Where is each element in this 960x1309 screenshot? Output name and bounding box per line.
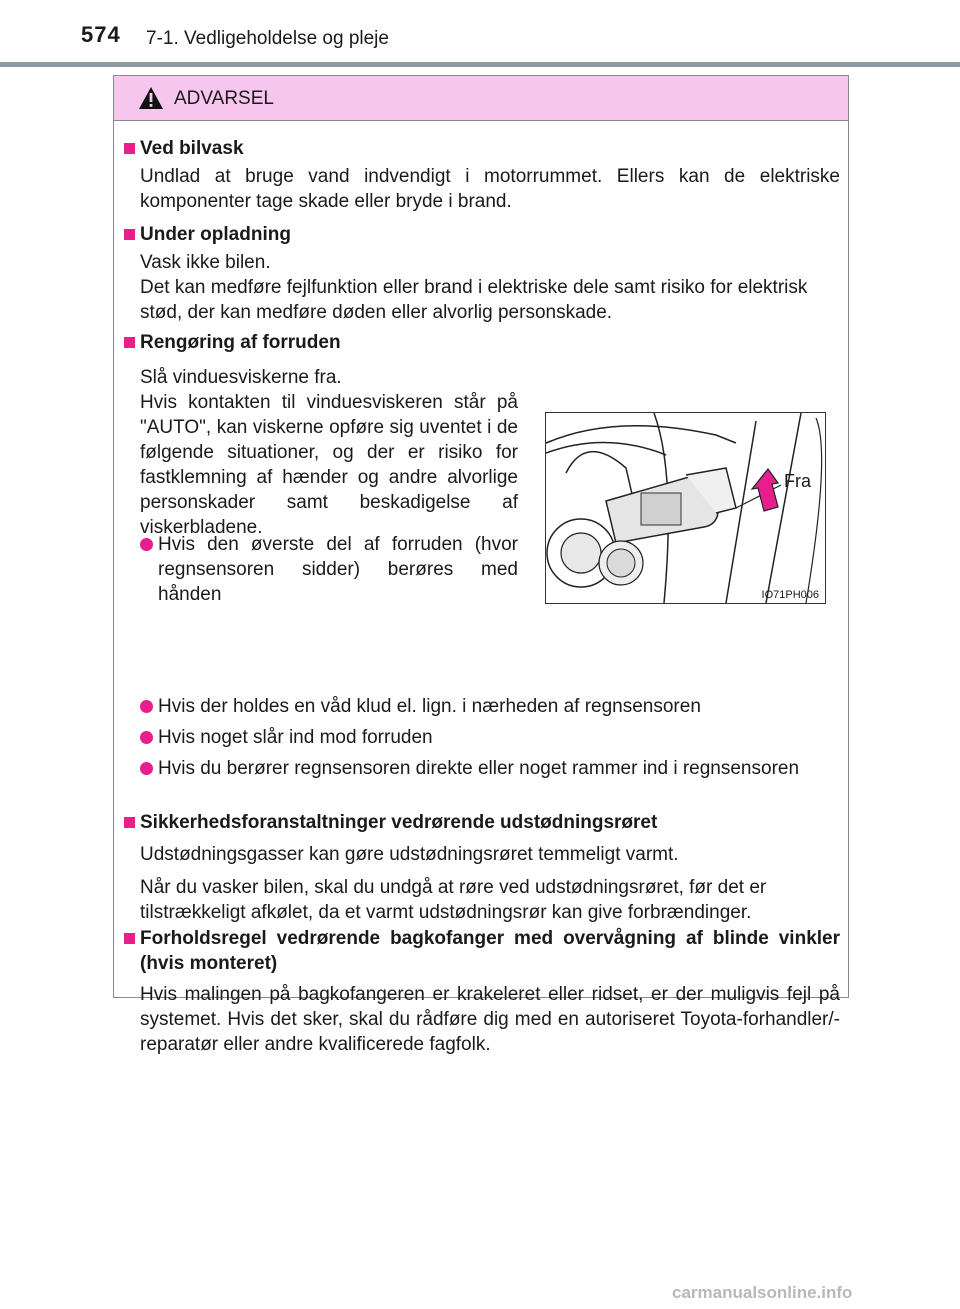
warning-triangle-icon (138, 86, 164, 110)
list-item-windshield-3: Hvis noget slår ind mod forruden (158, 727, 433, 748)
section-text-charging-1: Vask ikke bilen. (140, 252, 271, 273)
section-text-exhaust-2: Når du vasker bilen, skal du undgå at røre ved udstødningsrøret, før det er tilstrækkeligt afkølet, da et varmt udstødningsrør kan give forbrændinger. (140, 877, 767, 923)
section-title-car-wash: Ved bilvask (140, 138, 244, 159)
section-title-windshield: Rengøring af forruden (140, 332, 341, 353)
section-text-windshield-2: Hvis kontakten til vinduesviskeren står på "AUTO", kan viskerne opføre sig uventet i de følgende situationer, og der er risiko for fastklemning af hænder og andre alvorlige personskader samt beskadigelse af viskerbladene. (140, 392, 518, 538)
section-bullet-icon (124, 337, 135, 348)
section-bullet-icon (124, 229, 135, 240)
wiper-switch-figure (545, 412, 826, 604)
section-bullet-icon (124, 933, 135, 944)
list-item-windshield-2: Hvis der holdes en våd klud el. lign. i nærheden af regnsensoren (158, 696, 701, 717)
section-title-bumper: Forholdsregel vedrørende bagkofanger med overvågning af blinde vinkler (hvis monteret) (140, 928, 840, 974)
figure-label-off: Fra (784, 471, 811, 491)
list-item-windshield-1: Hvis den øverste del af forruden (hvor regnsensoren sidder) berøres med hånden (158, 534, 518, 605)
list-bullet-icon (140, 731, 153, 744)
warning-title: ADVARSEL (174, 88, 274, 109)
section-title-exhaust: Sikkerhedsforanstaltninger vedrørende udstødningsrøret (140, 812, 658, 833)
figure-code: IO71PH006 (761, 589, 819, 601)
section-text-windshield-1: Slå vinduesviskerne fra. (140, 367, 342, 388)
list-bullet-icon (140, 762, 153, 775)
list-item-windshield-4: Hvis du berører regnsensoren direkte eller noget rammer ind i regnsensoren (158, 758, 800, 779)
warning-header (114, 76, 848, 121)
section-text-bumper: Hvis malingen på bagkofangeren er krakeleret eller ridset, er der muligvis fejl på systemet. Hvis det sker, skal du rådføre dig med en autoriseret Toyota-forhandler/-reparatør eller andre kvalificerede fagfolk. (140, 984, 840, 1055)
header-rule (0, 62, 960, 67)
warning-box (113, 75, 849, 1055)
list-bullet-icon (140, 538, 153, 551)
chapter-title: 7-1. Vedligeholdelse og pleje (146, 28, 389, 49)
wiper-switch-illustration (546, 413, 825, 603)
list-bullet-icon (140, 700, 153, 713)
section-bullet-icon (124, 143, 135, 154)
section-bullet-icon (124, 817, 135, 828)
section-text-exhaust-1: Udstødningsgasser kan gøre udstødningsrøret temmeligt varmt. (140, 844, 679, 865)
watermark-text: carmanualsonline.info (672, 1283, 853, 1302)
section-title-charging: Under opladning (140, 224, 291, 245)
section-text-charging-2: Det kan medføre fejlfunktion eller brand i elektriske dele samt risiko for elektrisk stød, der kan medføre døden eller alvorlig personskade. (140, 277, 808, 323)
section-text-car-wash: Undlad at bruge vand indvendigt i motorrummet. Ellers kan de elektriske komponenter tage skade eller bryde i brand. (140, 166, 840, 212)
page-number: 574 (81, 22, 121, 47)
